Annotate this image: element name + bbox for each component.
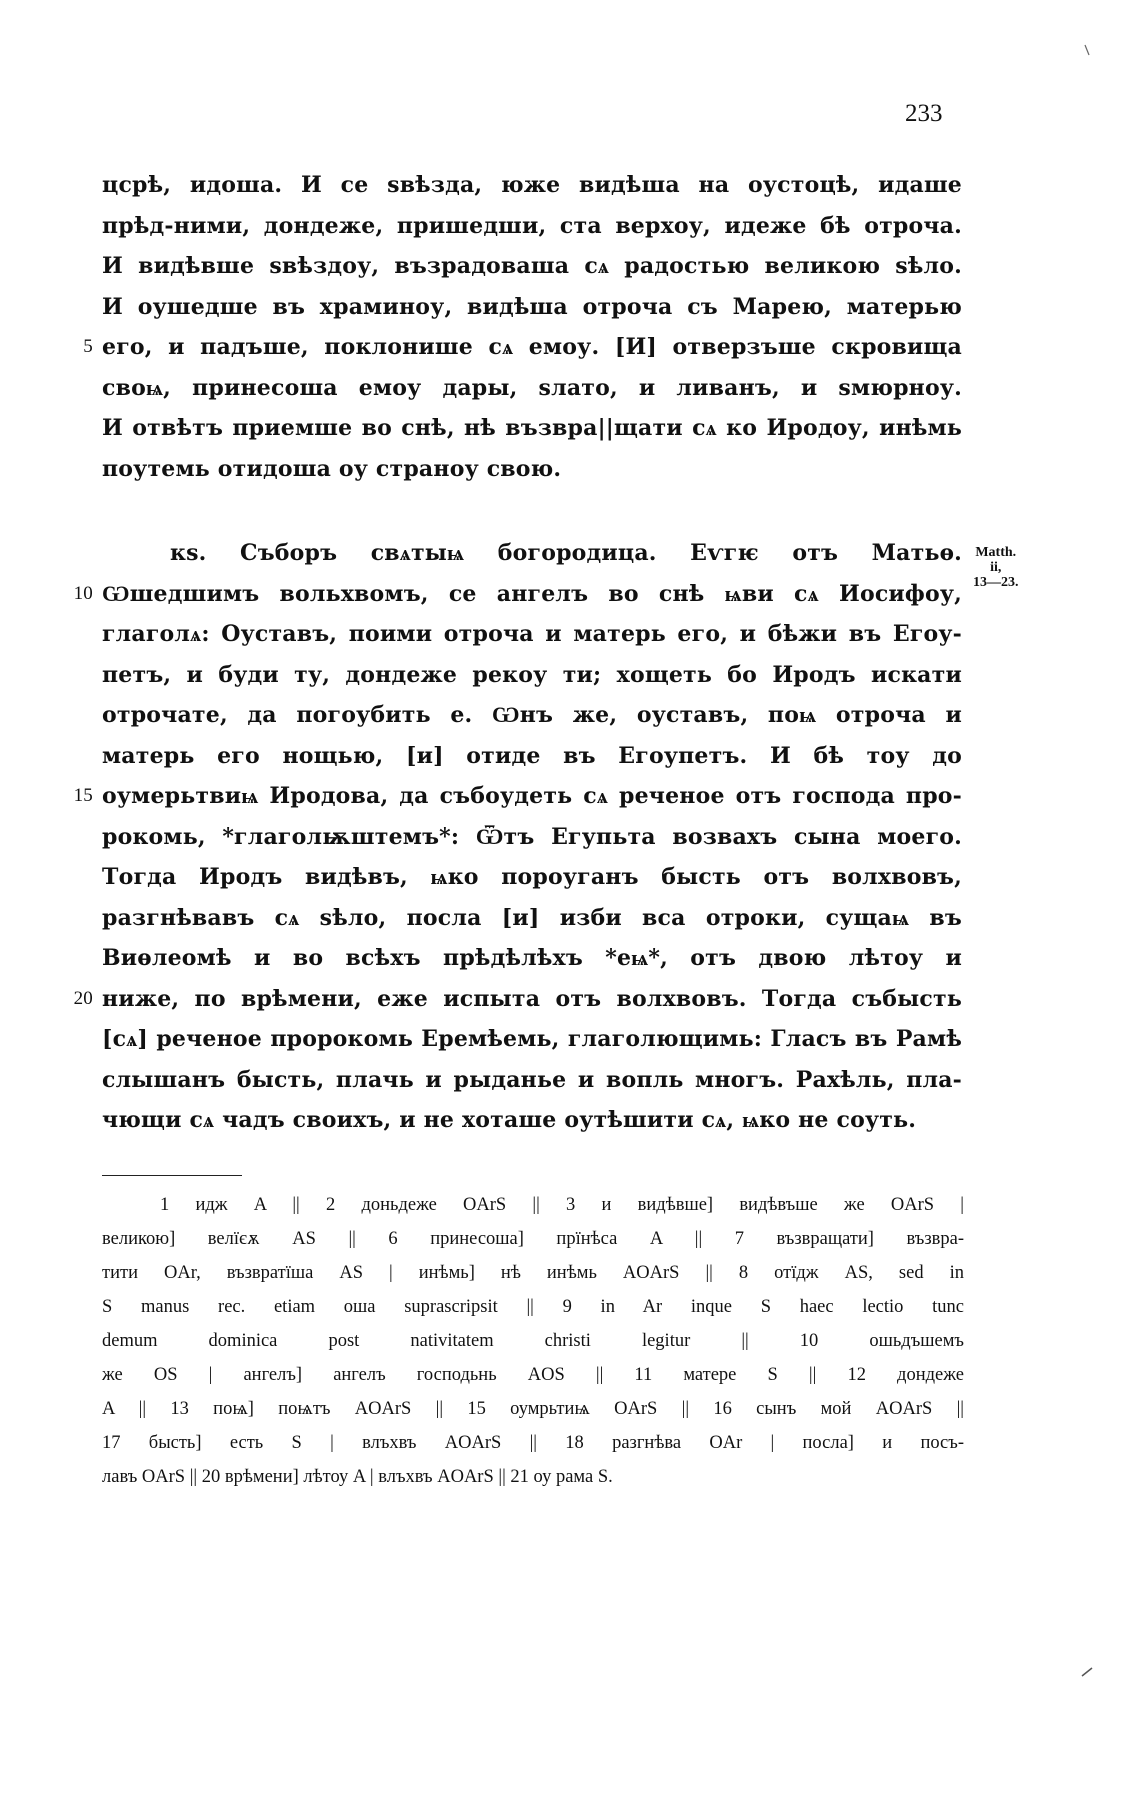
apparatus-line: лавъ OArS || 20 врѣмени] лѣтоу A | влъхвъ AOArS || 21 оу рама S. [102, 1467, 613, 1487]
line-text: своѩ, принесоша емоу дары, ѕлато, и ливанъ, и ѕмюрноу. [102, 374, 962, 401]
page-number: 233 [905, 100, 943, 127]
text-line [102, 736, 962, 777]
line-text: отрочате, да погоубить е. Ѡнъ же, оуставъ, поѩ отроча и [102, 702, 962, 728]
text-line [102, 1019, 962, 1060]
apparatus-line: A || 13 поѩ] поѩтъ AOArS || 15 оумрьтиѩ OArS || 16 сынъ мой AOArS || [102, 1399, 964, 1419]
line-text: цсрѣ, идоша. И се ѕвѣзда, юже видѣша на оустоцѣ, идаше [102, 172, 962, 198]
text-line [102, 817, 962, 858]
text-line [83, 327, 962, 368]
apparatus-line: demum dominica post nativitatem christi legitur || 10 ошьдъшемъ [102, 1331, 964, 1351]
marginal-reference [973, 545, 1019, 590]
lection-title-text: кѕ. Съборъ свѧтыѩ богородица. Еѵгѥ отъ Матьѳ. [170, 540, 962, 566]
line-number: 20 [73, 987, 93, 1009]
line-number: 10 [73, 582, 93, 604]
text-line [102, 165, 962, 206]
line-text: глаголѧ: Оуставъ, поими отроча и матерь его, и бѣжи въ Егоу- [102, 621, 962, 647]
footnote-rule [102, 1175, 242, 1176]
line-text: прѣд-ними, дондеже, пришедши, ста верхоу, идеже бѣ отроча. [102, 212, 962, 239]
line-text: слышанъ бысть, плачь и рыданье и вопль многъ. Рахѣль, пла- [102, 1066, 962, 1093]
line-text: Ѡшедшимъ вольхвомъ, се ангелъ во снѣ ѩви сѧ Иосифоу, [102, 580, 962, 607]
text-line [102, 1060, 962, 1101]
main-text-section-2 [73, 533, 962, 1141]
line-text: чющи сѧ чадъ своихъ, и не хоташе оутѣшити сѧ, ѩко не соуть. [102, 1107, 917, 1133]
line-text: поутемь отидоша оу страноу свою. [102, 455, 562, 482]
marginal-reference-chapter: ii, [990, 560, 1002, 575]
scan-speck [1085, 45, 1089, 55]
text-line [102, 898, 962, 939]
line-text: его, и падъше, поклонише сѧ емоу. [И] отверзъше скровища [102, 334, 962, 360]
marginal-reference-book: Matth. [975, 545, 1017, 560]
lection-title [102, 533, 962, 574]
apparatus-line: S manus rec. etiam оша suprascripsit || 9 in Ar inque S haec lectio tunc [102, 1297, 964, 1317]
apparatus-line: 17 бысть] есть S | влъхвъ AOArS || 18 разгнѣва OAr | посла] и посъ- [102, 1433, 964, 1453]
text-line [102, 287, 962, 328]
line-text: [сѧ] реченое пророкомь Еремѣемь, глаголющимь: Гласъ въ Рамѣ [102, 1026, 962, 1052]
line-text: петъ, и буди ту, дондеже рекоу ти; хощеть бо Иродъ искати [102, 661, 962, 688]
line-text: И оушедше въ храминоу, видѣша отроча съ Марею, матерью [102, 293, 962, 320]
text-line [102, 655, 962, 696]
line-text: рокомь, *глаголѭштемъ*: Ѿтъ Егупьта возвахъ сына моего. [102, 823, 962, 850]
text-line [102, 206, 962, 247]
text-line [102, 695, 962, 736]
apparatus-line: великою] велїєѫ AS || 6 принесоша] прїнѣса A || 7 възвращати] възвра- [102, 1229, 964, 1249]
line-number: 5 [83, 336, 93, 357]
text-line [102, 614, 962, 655]
text-line [102, 368, 962, 409]
apparatus-line: тити OAr, възвратїша AS | инѣмь] нѣ инѣмь AOArS || 8 отїдж AS, sed in [102, 1263, 964, 1283]
scan-speck [1082, 1668, 1092, 1676]
apparatus-line: 1 идж A || 2 доньдеже OArS || 3 и видѣвше] видѣвъше же OArS | [160, 1195, 964, 1215]
apparatus-line: же OS | ангелъ] ангелъ господьнь AOS || 11 матере S || 12 дондеже [102, 1365, 964, 1385]
line-text: И отвѣтъ приемше во снѣ, нѣ възвра||щати сѧ ко Иродоу, инѣмь [102, 415, 962, 441]
marginal-reference-verses: 13—23. [973, 575, 1019, 590]
line-text: Тогда Иродъ видѣвъ, ѩко пороуганъ бысть отъ волхвовъ, [102, 864, 962, 890]
line-text: разгнѣвавъ сѧ ѕѣло, посла [и] изби вса отроки, сущаѩ въ [102, 904, 962, 931]
text-line [102, 449, 962, 490]
text-line [102, 857, 962, 898]
text-line [102, 1100, 962, 1141]
text-line [102, 246, 962, 287]
text-line [73, 776, 962, 817]
critical-apparatus [102, 1188, 964, 1494]
line-number: 15 [73, 785, 93, 806]
text-line [73, 574, 962, 615]
line-text: ниже, по врѣмени, еже испыта отъ волхвовъ. Тогда събысть [102, 985, 962, 1012]
text-line [73, 979, 962, 1020]
line-text: Виѳлеомѣ и во всѣхъ прѣдѣлѣхъ *еѩ*, отъ двою лѣтоу и [102, 945, 962, 971]
line-text: матерь его нощью, [и] отиде въ Егоупетъ. И бѣ тоу до [102, 742, 962, 769]
line-text: оумерьтвиѩ Иродова, да събоудеть сѧ реченое отъ господа про- [102, 783, 962, 809]
text-line [102, 408, 962, 449]
main-text-section-1 [83, 165, 962, 489]
text-line [102, 938, 962, 979]
line-text: И видѣвше ѕвѣздоу, възрадоваша сѧ радостью великою ѕѣло. [102, 253, 962, 279]
